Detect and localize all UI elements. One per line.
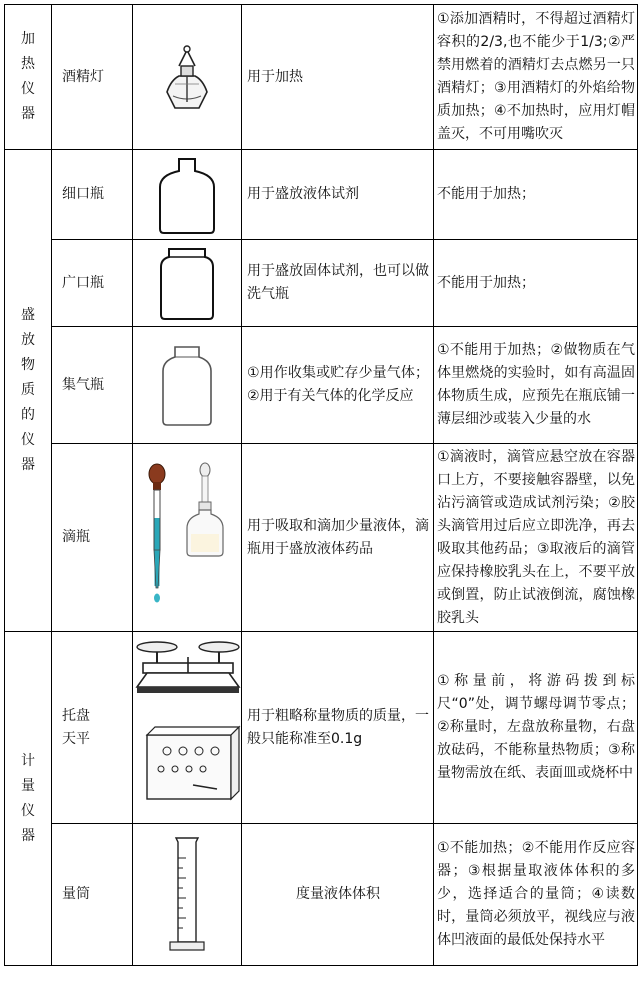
usage-text: 用于盛放液体试剂	[242, 150, 434, 240]
instrument-name: 酒精灯	[52, 5, 133, 150]
alcohol-lamp-icon	[133, 5, 242, 150]
instrument-table	[4, 4, 638, 966]
usage-text: 度量液体体积	[242, 824, 434, 966]
graduated-cylinder-icon	[133, 824, 242, 966]
instrument-name	[52, 632, 133, 824]
dropper-bottle-icon	[133, 444, 242, 632]
table-row	[5, 150, 638, 240]
usage-text: 用于盛放固体试剂，也可以做洗气瓶	[242, 240, 434, 327]
category-label: 计量仪器	[21, 752, 35, 844]
notes-text: ①不能加热；②不能用作反应容器；③根据量取液体体积的多少，选择适合的量筒；④读数时，量筒必须放平，视线应与液体凹液面的最低处保持水平	[434, 824, 638, 966]
usage-text: 用于吸取和滴加少量液体，滴瓶用于盛放液体药品	[242, 444, 434, 632]
usage-text: ①用作收集或贮存少量气体；②用于有关气体的化学反应	[242, 327, 434, 444]
table-row	[5, 5, 638, 150]
notes-text: ①滴液时，滴管应悬空放在容器口上方，不要接触容器壁，以免沾污滴管或造成试剂污染；②胶头滴管用过后应立即洗净，再去吸取其他药品；③取液后的滴管应保持橡胶乳头在上，不要平放或倒置，防止试液倒流，腐蚀橡胶乳头	[434, 444, 638, 632]
tray-balance-icon	[133, 632, 242, 824]
notes-text: ①添加酒精时，不得超过酒精灯容积的2/3,也不能少于1/3;②严禁用燃着的酒精灯去点燃另一只酒精灯；③用酒精灯的外焰给物质加热；④不加热时，应用灯帽盖灭，不可用嘴吹灭	[434, 5, 638, 150]
instrument-name: 细口瓶	[52, 150, 133, 240]
instrument-name: 广口瓶	[52, 240, 133, 327]
instrument-name: 集气瓶	[52, 327, 133, 444]
category-cell	[5, 150, 52, 632]
notes-text: 不能用于加热；	[434, 150, 638, 240]
wide-mouth-jar-icon	[133, 240, 242, 327]
instrument-name: 滴瓶	[52, 444, 133, 632]
category-cell	[5, 632, 52, 966]
gas-collecting-bottle-icon	[133, 327, 242, 444]
notes-text: 不能用于加热；	[434, 240, 638, 327]
table-row	[5, 240, 638, 327]
notes-text: ①不能用于加热；②做物质在气体里燃烧的实验时，如有高温固体物质生成，应预先在瓶底铺一薄层细沙或装入少量的水	[434, 327, 638, 444]
category-label: 加热仪器	[21, 31, 35, 122]
table-row	[5, 824, 638, 966]
instrument-name-text: 托盘天平	[62, 707, 90, 747]
category-label: 盛放物质的仪器	[21, 307, 35, 473]
notes-text: ①称量前，将游码拨到标尺“0”处，调节螺母调节零点；②称量时，左盘放称量物，右盘放砝码，不能称量热物质；③称量物需放在纸、表面皿或烧杯中	[434, 632, 638, 824]
usage-text: 用于粗略称量物质的质量，一般只能称准至0.1g	[242, 632, 434, 824]
narrow-mouth-bottle-icon	[133, 150, 242, 240]
table-row	[5, 327, 638, 444]
table-row	[5, 444, 638, 632]
table-row	[5, 632, 638, 824]
usage-text: 用于加热	[242, 5, 434, 150]
instrument-name: 量筒	[52, 824, 133, 966]
category-cell	[5, 5, 52, 150]
